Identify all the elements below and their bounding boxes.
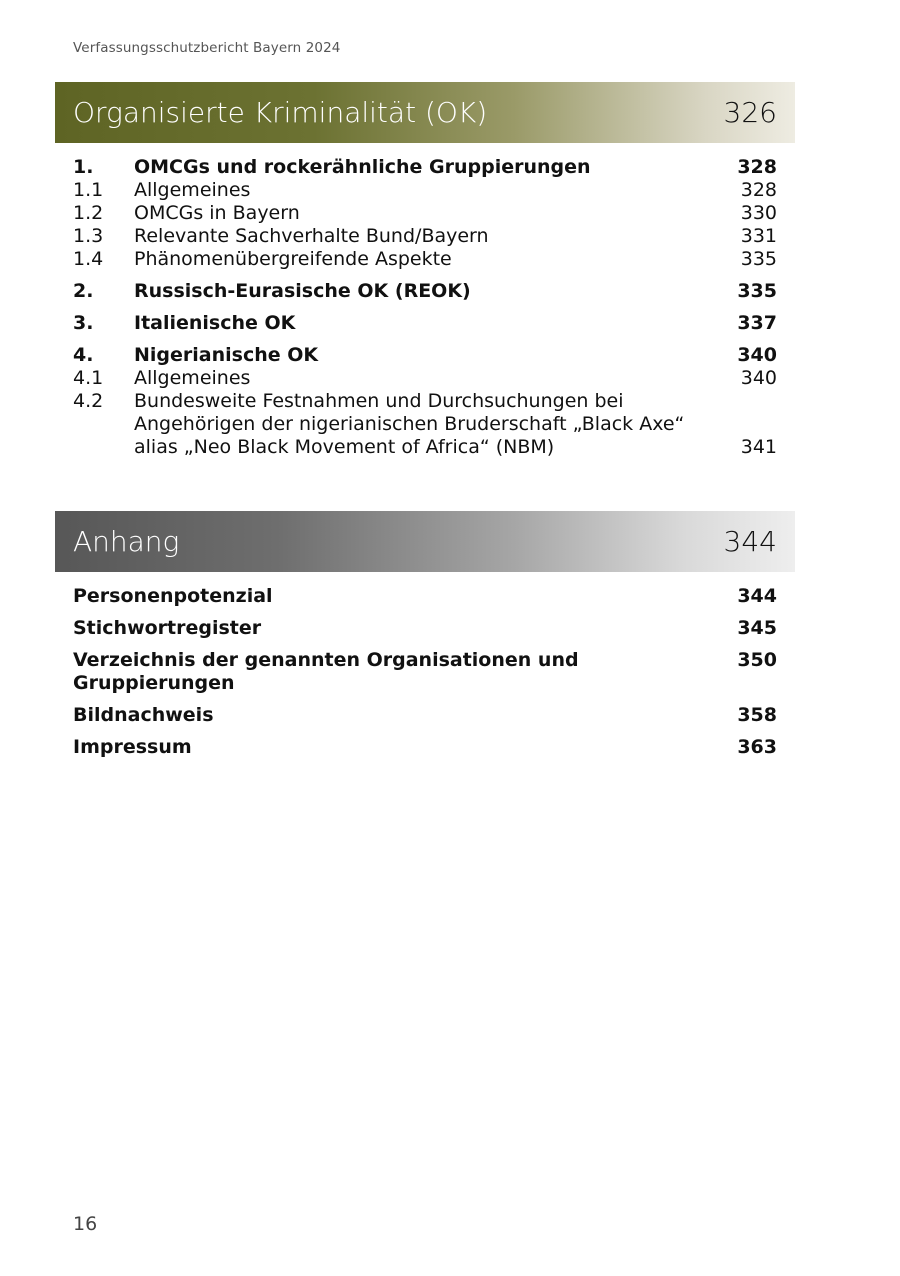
section-title-anhang: Anhang [73,525,180,558]
toc-page: 363 [737,736,777,758]
toc-page: 344 [737,585,777,607]
toc-num: 1.2 [73,202,104,224]
toc-num: 4. [73,344,94,366]
toc-title [134,390,717,459]
toc-entry-4[interactable] [73,344,777,367]
toc-anhang [73,585,777,768]
toc-ok [73,156,777,459]
running-header: Verfassungsschutzbericht Bayern 2024 [73,40,341,56]
section-title-ok: Organisierte Kriminalität (OK) [73,96,488,129]
toc-page: 328 [737,156,777,178]
toc-title-line: Bundesweite Festnahmen und Durchsuchungen bei [134,390,624,412]
toc-page: 331 [740,225,777,247]
toc-entry-impressum[interactable] [73,736,777,759]
toc-num: 1.3 [73,225,104,247]
toc-num: 1. [73,156,94,178]
section-band-ok[interactable] [55,82,795,143]
toc-num: 2. [73,280,94,302]
toc-page: 337 [737,312,777,334]
toc-entry-verzeichnis[interactable] [73,649,777,695]
toc-title: Relevante Sachverhalte Bund/Bayern [134,225,489,247]
toc-page: 340 [740,367,777,389]
toc-page: 328 [740,179,777,201]
toc-title: Italienische OK [134,312,296,334]
toc-entry-1[interactable] [73,156,777,179]
section-band-anhang[interactable] [55,511,795,572]
toc-page: 350 [737,649,777,671]
toc-entry-bildnachweis[interactable] [73,704,777,727]
toc-num: 1.4 [73,248,104,270]
toc-num: 3. [73,312,94,334]
section-page-ok: 326 [723,96,777,129]
toc-title: Nigerianische OK [134,344,319,366]
toc-entry-1-2[interactable] [73,202,777,225]
toc-title: Russisch-Eurasische OK (REOK) [134,280,471,302]
toc-title: Stichwortregister [73,617,262,639]
toc-title: Personenpotenzial [73,585,273,607]
toc-title: Allgemeines [134,367,251,389]
toc-entry-3[interactable] [73,312,777,335]
toc-title: Bildnachweis [73,704,214,726]
toc-title: Impressum [73,736,192,758]
toc-entry-2[interactable] [73,280,777,303]
section-page-anhang: 344 [723,525,777,558]
toc-entry-1-1[interactable] [73,179,777,202]
toc-num: 1.1 [73,179,104,201]
toc-title: Verzeichnis der genannten Organisationen und Gruppierungen [73,649,579,694]
toc-title-line: Angehörigen der nigerianischen Bruderschaft „Black Axe“ [134,413,685,435]
toc-title-line: alias „Neo Black Movement of Africa“ (NBM) [134,436,555,458]
toc-title: OMCGs und rockerähnliche Gruppierungen [134,156,591,178]
toc-entry-personenpotenzial[interactable] [73,585,777,608]
page-number: 16 [73,1213,98,1235]
toc-page: 345 [737,617,777,639]
toc-num: 4.1 [73,367,104,389]
toc-entry-1-4[interactable] [73,248,777,271]
toc-page: 330 [740,202,777,224]
toc-page: 341 [740,436,777,458]
toc-page: 340 [737,344,777,366]
toc-page: 358 [737,704,777,726]
toc-page: 335 [740,248,777,270]
toc-title: OMCGs in Bayern [134,202,300,224]
toc-entry-4-2[interactable] [73,390,777,459]
toc-title: Allgemeines [134,179,251,201]
toc-entry-4-1[interactable] [73,367,777,390]
toc-entry-1-3[interactable] [73,225,777,248]
toc-page: 335 [737,280,777,302]
toc-num: 4.2 [73,390,104,412]
toc-entry-stichwortregister[interactable] [73,617,777,640]
toc-title: Phänomenübergreifende Aspekte [134,248,452,270]
